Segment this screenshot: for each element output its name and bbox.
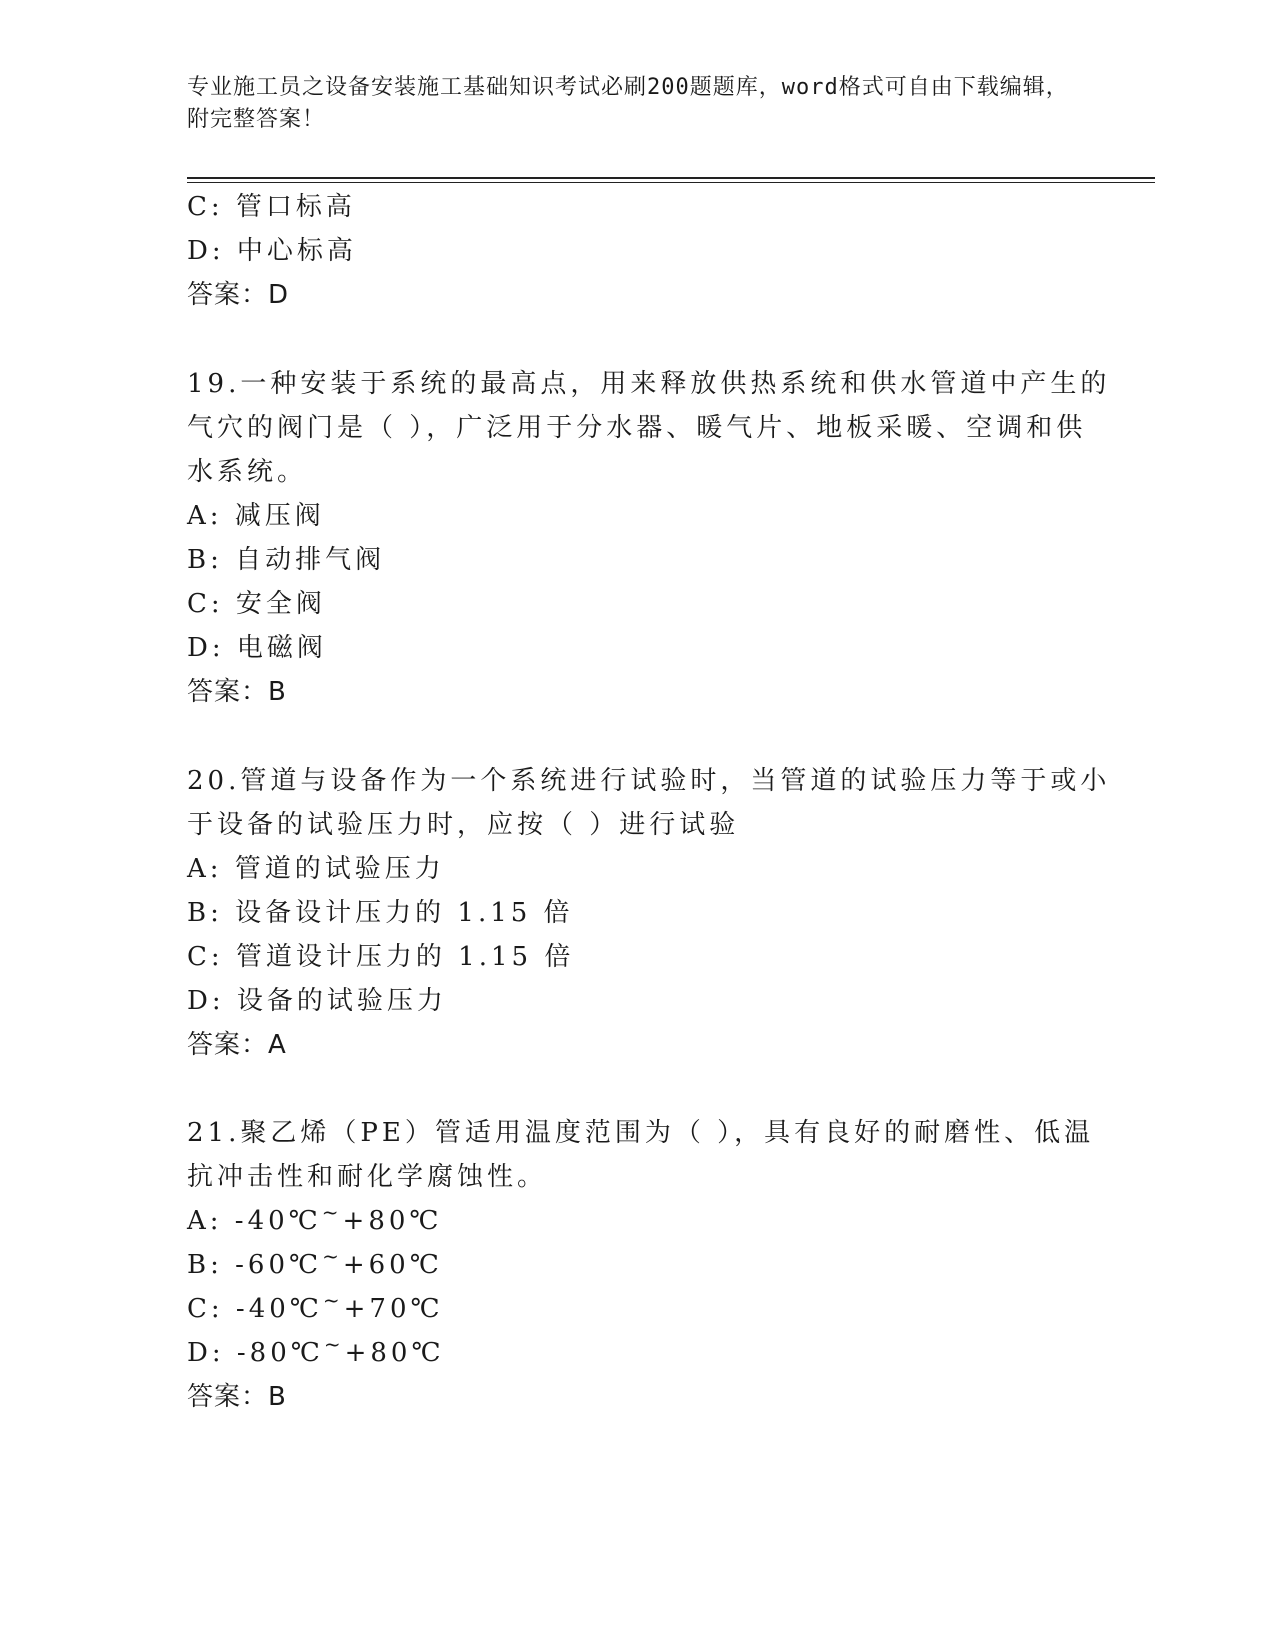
q20-stem-line-1: 20.管道与设备作为一个系统进行试验时，当管道的试验压力等于或小 (187, 766, 1111, 796)
q21-option-a-post: +80℃ (342, 1206, 443, 1236)
q19-stem-line-2: 气穴的阀门是（ ），广泛用于分水器、暖气片、地板采暖、空调和供 (187, 413, 1087, 443)
q20-stem-line-2: 于设备的试验压力时，应按（ ）进行试验 (187, 810, 740, 840)
q21-stem-line-2: 抗冲击性和耐化学腐蚀性。 (187, 1162, 548, 1192)
q19-stem-line-3: 水系统。 (187, 457, 308, 487)
q21-option-d-pre: D: -80℃ (187, 1338, 324, 1368)
q19-option-c: C: 安全阀 (187, 589, 326, 619)
q20-option-d: D: 设备的试验压力 (187, 986, 447, 1016)
q19-option-b: B: 自动排气阀 (187, 545, 386, 575)
prev-answer: 答案：D (187, 280, 290, 310)
q21-option-a (187, 1200, 443, 1238)
q21-option-a-pre: A: -40℃ (187, 1206, 322, 1236)
q19-option-a: A: 减压阀 (187, 501, 325, 531)
q19-answer: 答案：B (187, 677, 287, 707)
q20-option-a: A: 管道的试验压力 (187, 854, 445, 884)
q21-option-c-post: +70℃ (343, 1294, 444, 1324)
q21-option-d-tilde: ~ (323, 1332, 345, 1356)
prev-option-c: C: 管口标高 (187, 192, 356, 222)
q21-option-a-tilde: ~ (321, 1200, 343, 1224)
header-divider-thick (187, 177, 1155, 179)
q21-option-b-pre: B: -60℃ (187, 1250, 323, 1280)
q21-option-d-post: +80℃ (344, 1338, 445, 1368)
q21-option-c-pre: C: -40℃ (187, 1294, 323, 1324)
header-divider-thin (187, 182, 1155, 183)
prev-option-d: D: 中心标高 (187, 236, 357, 266)
q21-option-b-post: +60℃ (342, 1250, 443, 1280)
q21-option-b (187, 1244, 443, 1282)
q21-option-d (187, 1332, 445, 1370)
document-header: 专业施工员之设备安装施工基础知识考试必刷200题题库，word格式可自由下载编辑，附完整答案！ (187, 75, 1069, 132)
q21-option-b-tilde: ~ (322, 1244, 343, 1268)
q19-stem-line-1: 19.一种安装于系统的最高点，用来释放供热系统和供水管道中产生的 (187, 369, 1111, 399)
q20-option-c: C: 管道设计压力的 1.15 倍 (187, 942, 575, 972)
q21-option-c-tilde: ~ (322, 1288, 344, 1312)
q21-answer: 答案：B (187, 1382, 287, 1412)
q20-answer: 答案：A (187, 1030, 287, 1060)
q21-option-c (187, 1288, 444, 1326)
q21-stem-line-1: 21.聚乙烯（PE）管适用温度范围为（ ），具有良好的耐磨性、低温 (187, 1118, 1095, 1148)
q20-option-b: B: 设备设计压力的 1.15 倍 (187, 898, 574, 928)
q19-option-d: D: 电磁阀 (187, 633, 327, 663)
